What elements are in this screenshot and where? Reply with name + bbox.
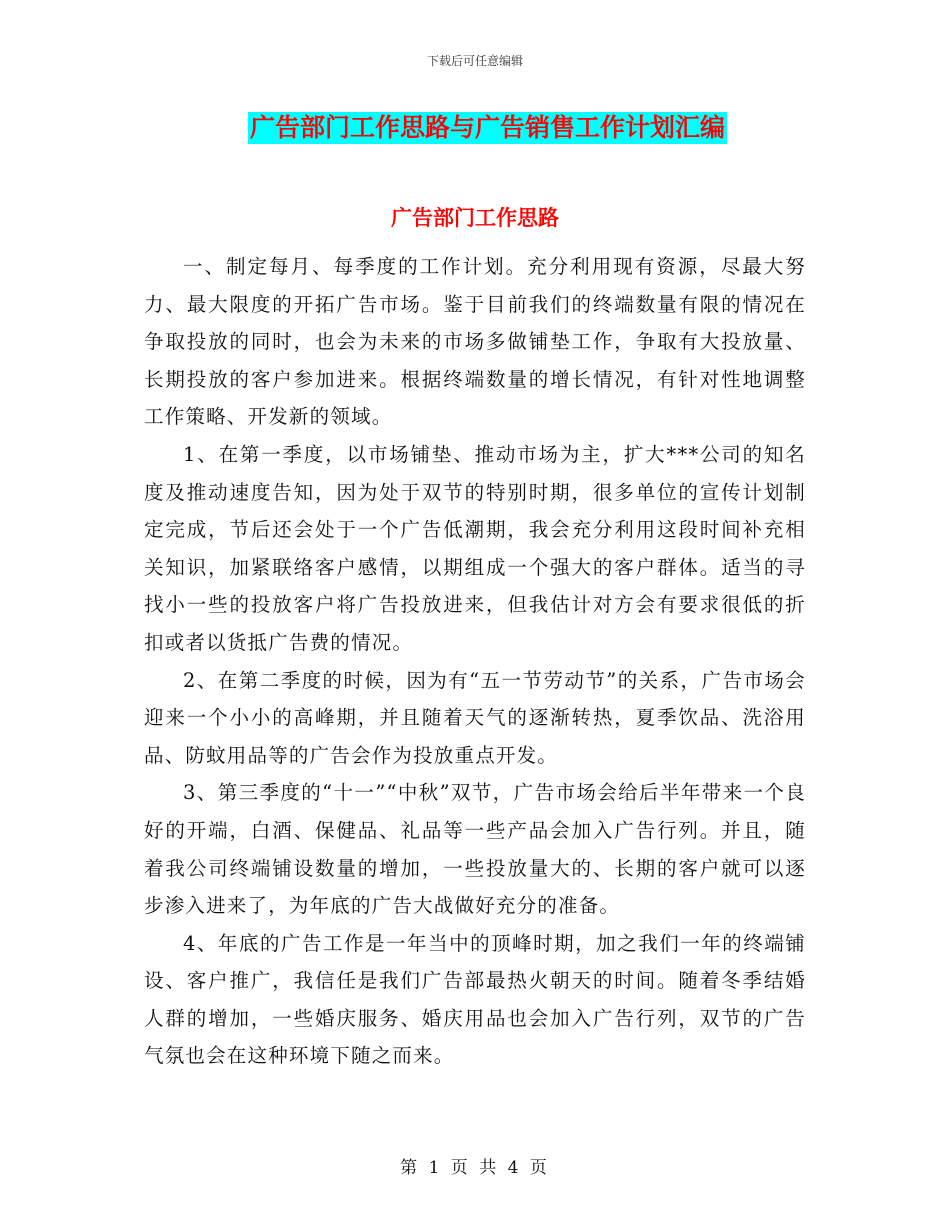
header-note: 下载后可任意编辑 [426, 54, 523, 68]
paragraph-q4: 4、年底的广告工作是一年当中的顶峰时期，加之我们一年的终端铺设、客户推广，我信任是我们广告部最热火朝天的时间。随着冬季结婚人群的增加，一些婚庆服务、婚庆用品也会加入广告行列，双节的广告气氛也会在这种环境下随之而来。 [144, 931, 806, 1068]
page-footer: 第 1 页 共 4 页 [400, 1158, 550, 1178]
paragraph-q2: 2、在第二季度的时候，因为有“五一节劳动节”的关系，广告市场会迎来一个小小的高峰期，并且随着天气的逐渐转热，夏季饮品、洗浴用品、防蚊用品等的广告会作为投放重点开发。 [144, 668, 806, 767]
paragraph-q3: 3、第三季度的“十一”“中秋”双节，广告市场会给后半年带来一个良好的开端，白酒、保健品、礼品等一些产品会加入广告行列。并且，随着我公司终端铺设数量的增加，一些投放量大的、长期的客户就可以逐步渗入进来了，为年底的广告大战做好充分的准备。 [144, 781, 806, 918]
paragraph-intro: 一、制定每月、每季度的工作计划。充分利用现有资源，尽最大努力、最大限度的开拓广告市场。鉴于目前我们的终端数量有限的情况在争取投放的同时，也会为未来的市场多做铺垫工作，争取有大投放量、长期投放的客户参加进来。根据终端数量的增长情况，有针对性地调整工作策略、开发新的领域。 [144, 255, 806, 429]
body-text [144, 248, 806, 1075]
section-title: 广告部门工作思路 [391, 206, 559, 230]
document-title: 广告部门工作思路与广告销售工作计划汇编 [250, 113, 726, 142]
paragraph-q1: 1、在第一季度，以市场铺垫、推动市场为主，扩大***公司的知名度及推动速度告知，因为处于双节的特别时期，很多单位的宣传计划制定完成，节后还会处于一个广告低潮期，我会充分利用这段时间补充相关知识，加紧联络客户感情，以期组成一个强大的客户群体。适当的寻找小一些的投放客户将广告投放进来，但我估计对方会有要求很低的折扣或者以货抵广告费的情况。 [144, 442, 806, 654]
